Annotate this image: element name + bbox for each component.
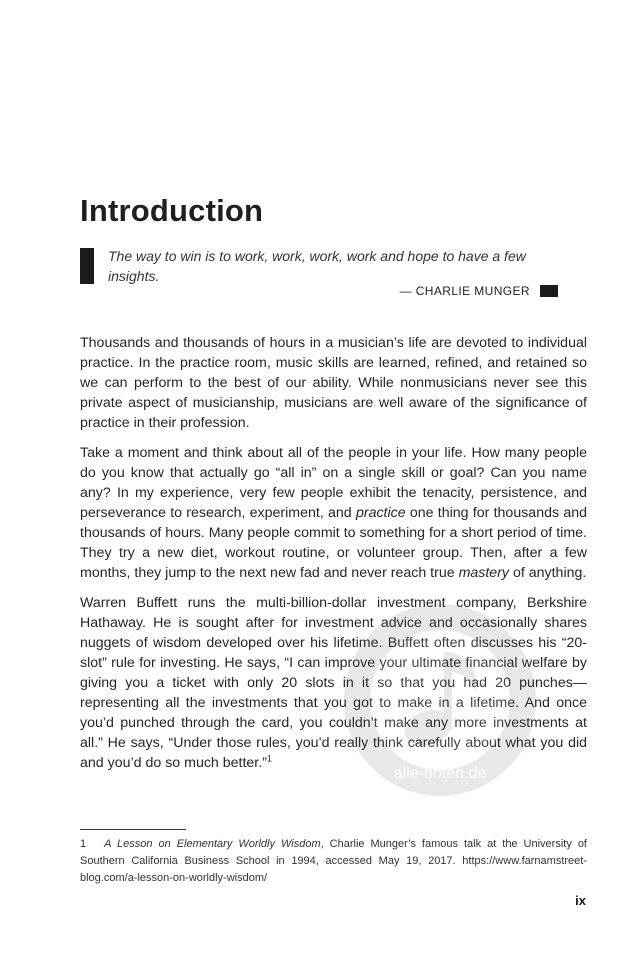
- epigraph-attribution: [400, 284, 558, 298]
- page-number: ix: [575, 893, 586, 908]
- footnote-rule: [80, 829, 186, 830]
- footnote-reference[interactable]: 1: [266, 753, 272, 764]
- watermark-text: alle-noten.de: [393, 765, 487, 782]
- footnote-number: 1: [80, 838, 87, 850]
- paragraph-2-part-a: Take a moment and think about all of the people in your life. How many people do you know that actually go “all in” on a single skill or goal? Can you name any? In my experience, very few people exhibit the tenacity, persistence, and perseverance to research, experiment, and: [80, 445, 587, 521]
- footnote: [80, 836, 587, 887]
- attribution-text: — CHARLIE MUNGER: [399, 284, 530, 298]
- footnote-title: A Lesson on Elementary Worldly Wisdom: [104, 838, 321, 850]
- attribution-box: [540, 285, 558, 297]
- paragraph-3-text: Warren Buffett runs the multi-billion-dollar investment company, Berkshire Hathaway. He is sought after for investment advice and occasionally shares nuggets of wisdom developed over his lifetime. Buffett often discusses his “20-slot” rule for investing. He says, “I can improve your ultimate financial welfare by giving you a ticket with only 20 slots in it so that you had 20 punches—representing all the investments that you got to make in a lifetime. And once you’d punched through the card, you couldn’t make any more investments at all.” He says, “Under those rules, you’d really think carefully about what you did and you’d do so much better.”: [80, 595, 587, 771]
- paragraph-2: [80, 443, 587, 583]
- emphasis-practice: practice: [355, 505, 406, 521]
- epigraph-quote: The way to win is to work, work, work, work and hope to have a few insights.: [108, 248, 526, 284]
- paragraph-2-part-c: of anything.: [509, 565, 587, 581]
- paragraph-1: Thousands and thousands of hours in a musician’s life are devoted to individual practice. In the practice room, music skills are learned, refined, and retained so we can perform to the best of our ability. While nonmusicians never see this private aspect of musicianship, musicians are well aware of the significance of practice in their profession.: [80, 335, 587, 431]
- chapter-title: Introduction: [80, 192, 264, 228]
- musical-note-icon: [340, 600, 540, 800]
- emphasis-mastery: mastery: [458, 565, 510, 581]
- footnote-text: , Charlie Munger’s famous talk at the University of Southern California Business School in 1994, accessed May 19, 2017. https://www.farnamstreet-blog.com/a-lesson-on-worldly-wisdom/: [80, 838, 587, 884]
- paragraph-2-part-b: one thing for thousands and thousands of hours. Many people commit to something for a short period of time. They try a new diet, workout routine, or volunteer group. Then, after a few months, they jump to the next new fad and never reach true: [80, 505, 587, 581]
- epigraph-bar: [80, 248, 94, 284]
